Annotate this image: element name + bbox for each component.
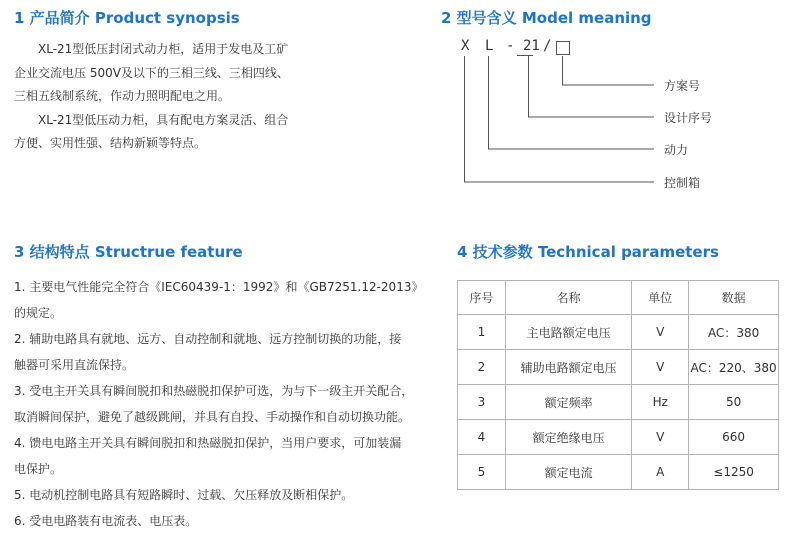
feature-line: 1. 主要电气性能完全符合《IEC60439-1：1992》和《GB7251.12-2013》 [14,280,424,294]
cell-unit: A [632,455,689,490]
cell-name: 额定绝缘电压 [505,420,632,455]
feature-line: 5. 电动机控制电路具有短路瞬时、过载、欠压释放及断相保护。 [14,488,354,502]
meaning-power: 动力 [664,143,689,157]
cell-name: 额定电流 [505,455,632,490]
leader-line-scheme [563,56,655,85]
table-row [458,385,779,420]
cell-data: AC：380 [689,315,779,350]
feature-line: 4. 馈电电路主开关具有瞬间脱扣和热磁脱扣保护，当用户要求，可加装漏 [14,436,402,450]
synopsis-line: 企业交流电压 500V及以下的三相三线、三相四线、 [14,65,289,80]
features-list [14,274,438,534]
cell-unit: V [632,315,689,350]
meaning-control: 控制箱 [664,176,701,190]
table-header-row [458,281,779,315]
cell-index: 3 [458,385,506,420]
feature-line: 的规定。 [14,306,63,320]
feature-line: 2. 辅助电路具有就地、远方、自动控制和就地、远方控制切换的功能，接 [14,332,402,346]
leader-line-control [465,56,655,182]
header-index: 序号 [458,281,506,315]
header-data: 数据 [689,281,779,315]
cell-unit: V [632,420,689,455]
feature-line: 电保护。 [14,462,63,476]
synopsis-heading: 1 产品简介 Product synopsis [14,9,240,27]
feature-line: 取消瞬间保护，避免了越级跳闸，并具有自投、手动操作和自动切换功能。 [14,410,411,424]
feature-line: 3. 受电主开关具有瞬间脱扣和热磁脱扣保护可选，为与下一级主开关配合， [14,384,414,398]
cell-unit: Hz [632,385,689,420]
features-heading: 3 结构特点 Structrue feature [14,243,243,261]
cell-index: 5 [458,455,506,490]
code-part-l: L [485,38,494,54]
meaning-design: 设计序号 [664,111,713,125]
meaning-scheme: 方案号 [664,79,701,93]
code-part-x: X [461,38,470,54]
leader-line-power [489,56,655,149]
synopsis-line: XL-21型低压动力柜，具有配电方案灵活、组合 [38,112,289,127]
synopsis-line: 三相五线制系统，作动力照明配电之用。 [14,89,231,103]
table-row [458,455,779,490]
synopsis-line: 方便、实用性强、结构新颖等特点。 [14,136,207,150]
feature-line: 6. 受电电路装有电流表、电压表。 [14,514,198,528]
feature-line: 触器可采用直流保持。 [14,358,135,372]
cell-index: 1 [458,315,506,350]
leader-line-design [529,56,655,117]
code-part-dash: - [506,38,515,54]
cell-index: 4 [458,420,506,455]
parameters-heading: 4 技术参数 Technical parameters [457,243,719,261]
header-name: 名称 [505,281,632,315]
table-row [458,315,779,350]
synopsis-line: XL-21型低压封闭式动力柜，适用于发电及工矿 [38,42,289,56]
cell-data: 660 [689,420,779,455]
code-part-21: 21 [523,38,540,54]
table-row [458,350,779,385]
cell-unit: V [632,350,689,385]
cell-index: 2 [458,350,506,385]
header-unit: 单位 [632,281,689,315]
code-part-slash: / [543,38,552,54]
parameters-table [457,280,779,490]
model-heading: 2 型号含义 Model meaning [441,9,652,27]
table-row [458,420,779,455]
cell-name: 辅助电路额定电压 [505,350,632,385]
cell-data: 50 [689,385,779,420]
cell-name: 主电路额定电压 [505,315,632,350]
cell-data: AC：220、380 [689,350,779,385]
cell-data: ≤1250 [689,455,779,490]
cell-name: 额定频率 [505,385,632,420]
